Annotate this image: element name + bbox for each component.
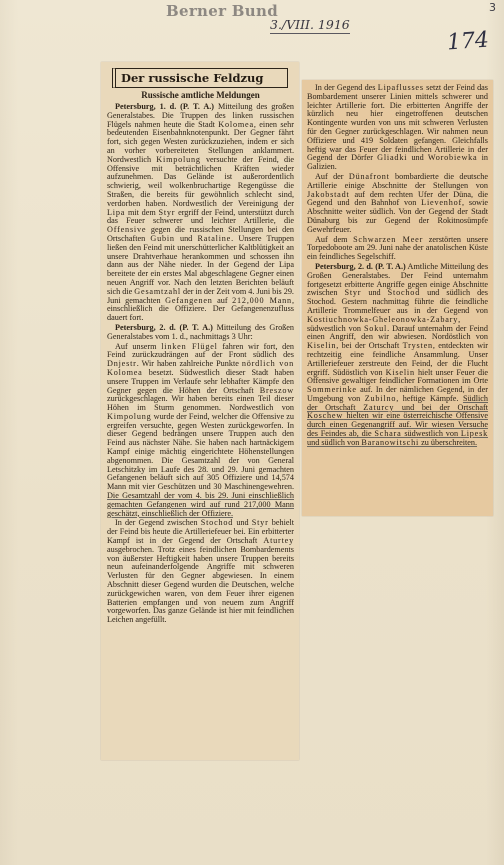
text-run: . Darauf unternahm der Feind einen Angriff, den wir abwiesen. Nordöstlich von xyxy=(307,323,488,342)
emphasized-name: Dünafront xyxy=(348,171,390,181)
emphasized-name: Schwarzen Meer xyxy=(353,234,424,244)
emphasized-name: nördlich von Kolomea xyxy=(107,359,294,377)
emphasized-name: Kostiuchnowka-Gheleonowka-Zabary xyxy=(307,314,459,324)
newspaper-name-stamp: Berner Bund xyxy=(166,2,278,20)
emphasized-name: Stochod xyxy=(387,288,421,298)
underlined-text: zu überschreiten. xyxy=(419,437,478,447)
emphasized-name: Lipaflusses xyxy=(377,83,424,92)
article-paragraph xyxy=(107,103,294,323)
article-paragraph xyxy=(307,236,488,262)
emphasized-name: Sokul xyxy=(363,323,388,333)
emphasized-name: Kiselin xyxy=(385,367,415,377)
emphasized-name: Zaturcy xyxy=(363,402,395,412)
emphasized-name: Kimpolung xyxy=(107,411,152,421)
article-paragraph xyxy=(107,324,294,342)
emphasized-name: Lievenhof xyxy=(421,198,463,208)
article-paragraph xyxy=(107,519,294,625)
emphasized-name: Schara xyxy=(374,429,402,439)
emphasized-name: Worobiewka xyxy=(427,153,478,163)
emphasized-name: Styr xyxy=(158,207,176,217)
emphasized-name: Kiselin xyxy=(307,341,337,351)
text-run: , entdeckten wir rechtzeitig eine feindliche Ansammlung. Unser Artilleriefeuer zerstreute den Feind, der die Flucht ergriff. Südöstlich von xyxy=(307,341,488,377)
text-run: bombardierte die deutsche Artillerie einige Abschnitte der Stellungen von xyxy=(307,171,489,190)
text-run: ergriff der Feind, unterstützt durch das Feuer schwerer und leichter Artillerie, die xyxy=(107,207,295,226)
text-run: , einschließlich die Offiziere. Der Gefangenenzufluss dauert fort. xyxy=(107,295,294,323)
underlined-text: südwestlich von xyxy=(401,429,461,439)
text-run: in Galizien. xyxy=(307,153,488,172)
emphasized-name: Breszow xyxy=(259,385,294,395)
emphasized-name: Stochod xyxy=(200,518,234,528)
text-run: , einen sehr bedeutenden Eisenbahnknotenpunkt. Der Gegner fährt fort, sich gegen Westen zurückzuziehen, indem er sich an vorher vorbereiteten Stellungen anklammert. Nordwestlich xyxy=(107,119,294,164)
text-run: Mitteilung des Großen Generalstabes vom 1. d., nachmittags 3 Uhr: xyxy=(107,322,294,341)
headline-box xyxy=(112,68,288,88)
text-run: besetzt. Südwestlich dieser Stadt haben unsere Truppen im Verlaufe sehr lebhafter Kämpfe den Gegner gegen die Höhen der Ortschaft xyxy=(107,367,294,395)
corner-mark: 3 xyxy=(489,1,496,14)
text-run: zerstörten unsere Torpedoboote am 29. Juni nahe der anatolischen Küste ein feindliches Segelschiff. xyxy=(307,234,488,262)
emphasized-name: Dnjestr xyxy=(107,359,137,369)
text-run: fahren wir fort, den Feind zurückzudrängen auf der Front südlich des xyxy=(107,341,294,360)
emphasized-name: Zubilno xyxy=(364,393,397,403)
emphasized-name: Gefangenen xyxy=(165,295,213,305)
text-run: , südwestlich von xyxy=(307,314,461,333)
article-paragraph xyxy=(107,343,294,519)
text-run: und xyxy=(174,233,198,243)
text-run: und xyxy=(233,518,252,528)
underlined-text: Südlich der Ortschaft xyxy=(307,393,488,412)
emphasized-name: Koschew xyxy=(307,411,344,421)
emphasized-name: Gubin xyxy=(150,233,175,243)
emphasized-name: Gliadki xyxy=(377,153,408,163)
emphasized-name: Kimpolung xyxy=(156,154,201,164)
left-column-text xyxy=(107,103,294,625)
dateline: Petersburg, 2. d. (P. T. A.) xyxy=(115,322,213,332)
emphasized-name: Rataline xyxy=(197,233,232,243)
emphasized-name: 212,000 Mann xyxy=(232,295,292,305)
emphasized-name: Lipesk xyxy=(460,429,488,439)
emphasized-name: Jakobstadt xyxy=(307,189,350,199)
emphasized-name: Styr xyxy=(344,288,362,298)
text-run: Auf der xyxy=(315,171,349,181)
emphasized-name: Baranowitschi xyxy=(361,437,420,447)
right-column-text xyxy=(307,84,488,448)
dateline: Petersburg, 1. d. (P. T. A.) xyxy=(115,102,215,111)
text-run: der in der Zeit vom 4. Juni bis 29. Juni gemachten xyxy=(107,286,294,305)
text-run: In der Gegend zwischen xyxy=(115,518,201,528)
text-run: und xyxy=(407,153,428,163)
text-run: und xyxy=(361,288,388,298)
text-run: ausgebrochen. Trotz eines feindlichen Bombardements von äußerster Heftigkeit haben unsere Truppen bereits neun aufeinanderfolgende Angriffe mit schweren Verlusten für den Gegner abgewiesen. In einem Abschnitt dieser Gegend wurden die Deutschen, welche zurückgewichen waren, von dem Feuer ihrer eigenen Batterien empfangen und von neuem zum Angriff vorgeworfen. Das ganze Gelände ist hier mit feindlichen Leichen angefüllt. xyxy=(107,544,294,625)
clipping-left-column xyxy=(101,62,299,760)
clipping-right-column xyxy=(302,80,493,516)
text-run: , sowie Abschnitte weiter südlich. Von der Gegend der Stadt Dünaburg bis zur Gegend der Rokitnosümpfe Gewehrfeuer. xyxy=(307,198,489,234)
article-paragraph xyxy=(307,263,488,448)
dateline: Petersburg, 2. d. (P. T. A.) xyxy=(315,261,406,271)
article-subtitle: Russische amtliche Meldungen xyxy=(141,90,260,100)
text-run: und südlich des Stochod. Gestern nachmittag führte die feindliche Artillerie Trommelfeuer aus in der Gegend von xyxy=(307,288,488,315)
emphasized-name: Lipa xyxy=(107,207,126,217)
text-run: . Unsere Truppen ließen den Feind mit unerschütterlicher Kaltblütigkeit an unsere Drahtverhaue herankommen und schossen ihn dann aus der Nähe nieder. In der Gegend der Lipa bereitete der ein erstes Mal abgeschlagene Gegner einen neuen Angriff vor. Nach den letzten Berichten beläuft sich die xyxy=(107,233,294,296)
text-run: hielt unser Feuer die Offensive gewaltiger feindlicher Formationen im Orte xyxy=(307,367,488,386)
emphasized-name: Sommerinke xyxy=(307,385,357,395)
emphasized-name: Styr xyxy=(251,518,269,528)
emphasized-name: Gesamtzahl xyxy=(134,286,181,296)
handwritten-page-number: 174 xyxy=(446,27,490,56)
text-run: behielt der Feind bis heute die Artilleriefeuer bei. Ein erbitterter Kampf ist in der Gegend der Ortschaft xyxy=(107,518,295,546)
text-run: , heftige Kämpfe. xyxy=(396,393,463,403)
text-run: Auf dem xyxy=(315,234,354,244)
emphasized-name: Kolomea xyxy=(218,119,254,129)
emphasized-name: Trysten xyxy=(402,341,433,351)
article-headline: Der russische Feldzug xyxy=(121,71,264,85)
text-run: auf dem rechten Ufer der Düna, die Gegend und den Bahnhof von xyxy=(307,189,488,208)
text-run: setzt der Feind das Bombardement unserer Linien mittels schwerer und leichter Artillerie fort. Die erbitterten Angriffe der kürzlich neu hier eingetroffenen deutschen Kontingente wurden von uns mit schweren Verlusten für den Gegner zurückgeschlagen. Wir nahmen neun Offiziere und 419 Soldaten gefangen. Gleichfalls heftig war das Feuer der feindlichen Artillerie in der Gegend der Dörfer xyxy=(307,83,488,163)
text-run: Amtliche Mitteilung des Großen Generalstabes. Der Feind unternahm fortgesetzt erbitterte Angriffe gegen einige Abschnitte zwischen xyxy=(307,261,488,298)
text-run: auf. In der nämlichen Gegend, in der Umgebung von xyxy=(307,385,488,403)
article-paragraph xyxy=(307,84,488,172)
emphasized-name: Offensive xyxy=(107,225,147,235)
underlined-text: Die Gesamtzahl der vom 4. bis 29. Juni einschließlich gemachten Gefangenen wird auf rund 217,000 Mann geschätzt, einschließlich der Offiziere. xyxy=(107,491,294,518)
text-run: gegen die russischen Stellungen bei den Ortschaften xyxy=(107,225,294,243)
text-run: Mitteilung des großen Generalstabes. Die Truppen des linken russischen Flügels nahmen heute die Stadt xyxy=(107,102,294,129)
text-run: Auf unserm xyxy=(115,341,162,351)
underlined-text: und südlich von xyxy=(307,437,362,447)
text-run: , bei der Ortschaft xyxy=(336,341,403,351)
text-run: zurückgeschlagen. Wir haben bereits einen Teil dieser Höhen im Sturm genommen. Nordwestlich von xyxy=(107,394,294,413)
article-paragraph xyxy=(307,173,488,235)
text-run: auf xyxy=(212,295,233,305)
text-run: mit dem xyxy=(125,207,159,217)
underlined-text: hielten wir eine österreichische Offensive durch einen Gegenangriff auf. Wir wiesen Versuche des Feindes ab, die xyxy=(307,411,488,439)
text-run: wurde der Feind, welcher die Offensive zu ergreifen versuchte, gegen Westen zurückgeworfen. In dieser Gegend bedrängen unsere Truppen auch den Feind aus nächster Nähe. Sie haben nach hartnäckigem Kampf einige mächtig eingerichtete Höhenstellungen abgenommen. Die Gesamtzahl der von General Letschitzky im Laufe des 28. und 29. Juni gemachten Gefangenen beläuft sich auf 305 Offiziere und 14,574 Mann mit vier Geschützen und 30 Maschinengewehren. xyxy=(107,411,294,492)
text-run: . Wir haben zahlreiche Punkte xyxy=(136,359,242,369)
emphasized-name: Aturtey xyxy=(263,536,294,546)
text-run: versuchte der Feind, die Offensive mit beträchtlichen Kräften wieder aufzunehmen. Das Gelände ist außerordentlich schwierig, weil wolkenbruchartige Regengüsse die Straßen, die bereits für gewöhnlich schlecht sind, verdorben haben. Nordwestlich der Vereinigung der xyxy=(107,154,294,208)
handwritten-date: 3./VIII. 1916 xyxy=(270,17,350,32)
underlined-text: und bei der Ortschaft xyxy=(394,402,489,412)
emphasized-name: linken Flügel xyxy=(161,341,218,351)
text-run: In der Gegend des xyxy=(315,83,378,92)
